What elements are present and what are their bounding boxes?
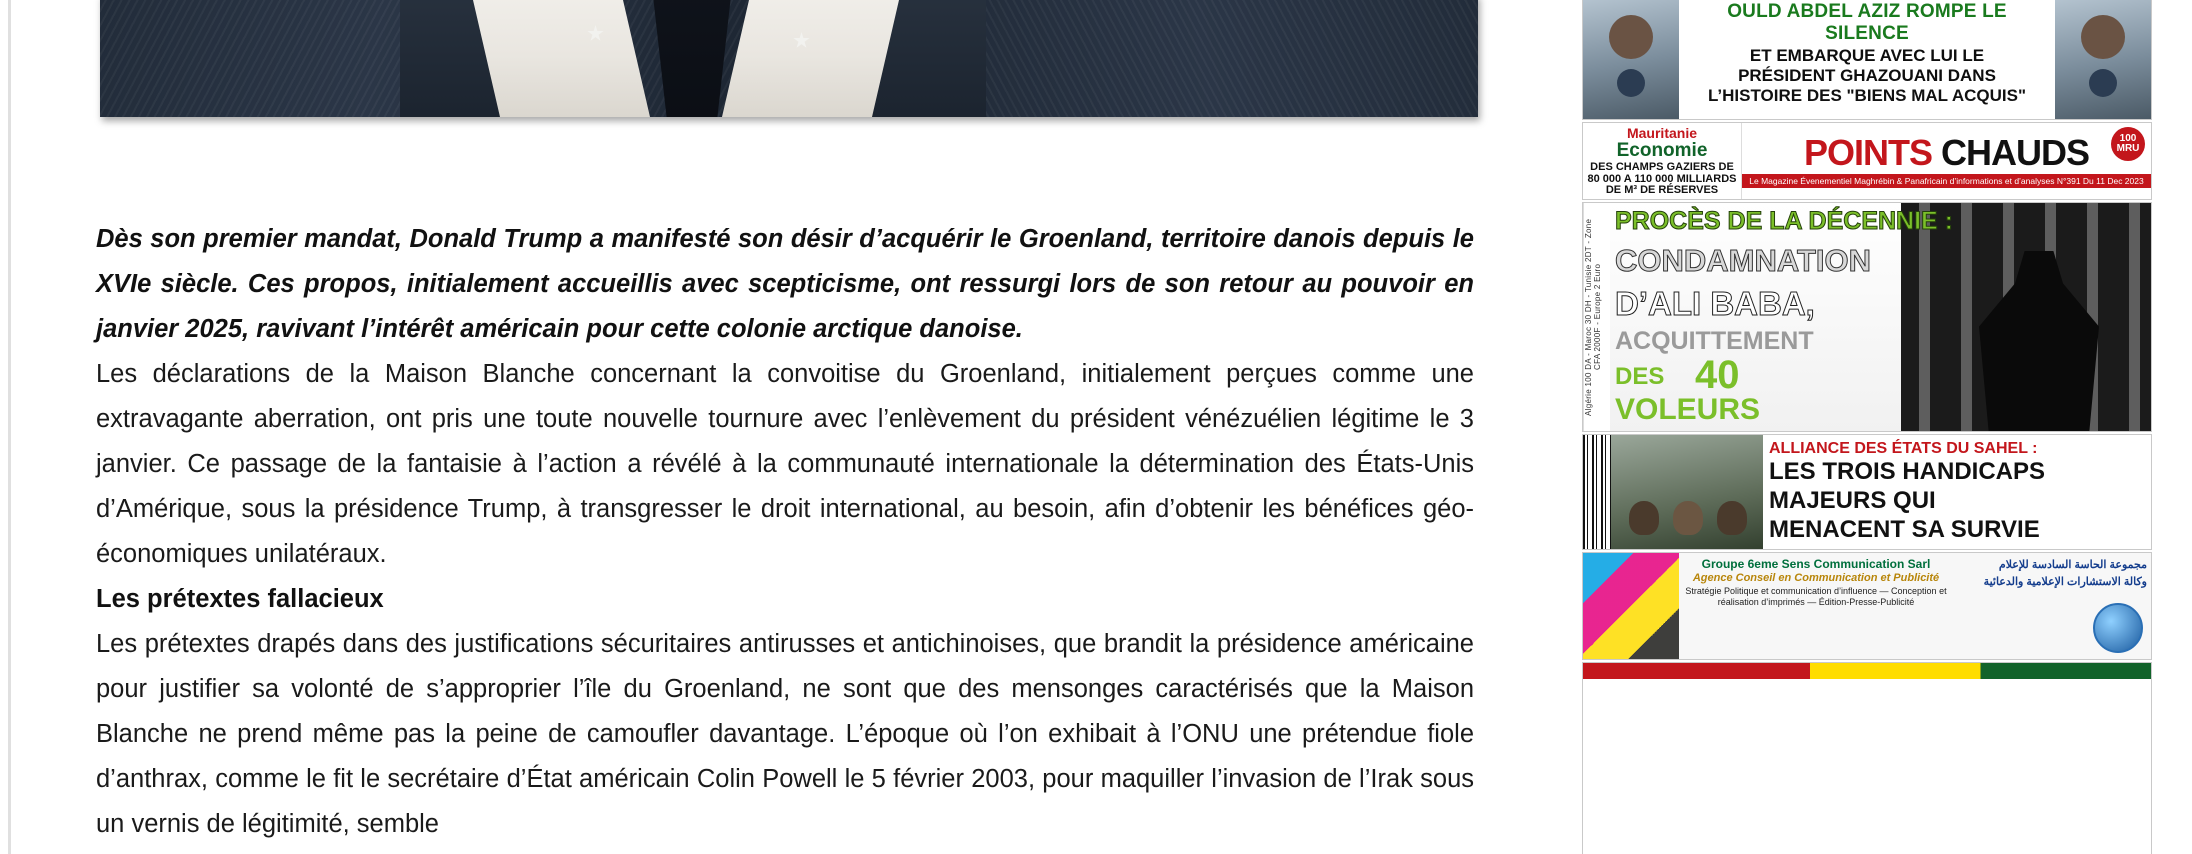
ad2-strapline: Le Magazine Évenementiel Maghrébin & Panafricain d’informations et d’analyses N°391 Du 11 Dec 2023: [1742, 174, 2151, 188]
ad-proces-de-la-decennie[interactable]: [1582, 202, 2152, 432]
ad1-line4: L’HISTOIRE DES "BIENS MAL ACQUIS": [1707, 85, 2027, 105]
ad-partial-bottom[interactable]: [1582, 662, 2152, 854]
ad3-ali-baba: D’ALI BABA,: [1615, 285, 1815, 322]
ad3-price-spine: Algérie 100 DA - Maroc 30 DH - Tunisie 2DT - Zone CFA 2000F - Europe 2 Euro: [1583, 203, 1610, 431]
ad2-economie: Economie: [1616, 140, 1708, 162]
article-lede: Dès son premier mandat, Donald Trump a manifesté son désir d’acquérir le Groenland, territoire danois depuis le XVIe siècle. Ces propos, initialement accueillis avec scepticisme, ont ressurgi lors de son retour au pouvoir en janvier 2025, ravivant l’intérêt américain pour cette colonie arctique danoise.: [96, 225, 1474, 343]
ad3-kicker: PROCÈS DE LA DÉCENNIE :: [1615, 207, 1954, 235]
ad3-count: 40: [1695, 353, 1740, 397]
ad4-line2: MAJEURS QUI: [1769, 486, 1936, 514]
left-margin-rule: [8, 0, 11, 854]
ad2-masthead-chauds: CHAUDS: [1941, 131, 2090, 173]
ad2-masthead-block: [1742, 123, 2151, 199]
ad-points-chauds[interactable]: [1582, 122, 2152, 200]
ad2-price-badge: [2111, 127, 2145, 161]
globe-icon: [2093, 603, 2143, 653]
ad3-voleurs: VOLEURS: [1615, 393, 1761, 426]
sidebar-ads: [1574, 0, 2192, 854]
ad4-line3: MENACENT SA SURVIE: [1769, 515, 2040, 543]
ad3-condamnation: CONDAMNATION: [1615, 243, 1872, 278]
ad2-masthead-points: POINTS: [1803, 131, 1932, 173]
ad2-economie-block: [1583, 123, 1742, 199]
jail-bar: [1919, 203, 1930, 431]
ad-ould-abdel-aziz[interactable]: [1582, 0, 2152, 120]
ad3-des: DES: [1615, 363, 1665, 390]
portrait-right: [2055, 0, 2151, 119]
barcode-icon: [1583, 435, 1611, 549]
ad5-services: Stratégie Politique et communication d’influence — Conception et réalisation d’imprimés — Édition-Presse-Publicité: [1685, 585, 1947, 607]
sahel-leaders-photo: [1611, 435, 1763, 549]
article-body: [96, 217, 1474, 847]
ad2-price-value: 100: [2119, 133, 2137, 144]
ad4-kicker: ALLIANCE DES ÉTATS DU SAHEL :: [1769, 440, 2038, 457]
article-paragraph-1: Les déclarations de la Maison Blanche concernant la convoitise du Groenland, initialement perçues comme une extravagante aberration, ont pris une toute nouvelle tournure avec l’enlèvement du président vénézuélien légitime le 3 janvier. Ce passage de la fantaisie à l’action a révélé à la communauté internationale la détermination des États-Unis d’Amérique, sous la présidence Trump, à transgresser le droit international, au besoin, afin d’obtenir les bénéfices géo-économiques unilatéraux.: [96, 360, 1474, 568]
article-hero-photo: [100, 0, 1478, 117]
ad3-acquittement: ACQUITTEMENT: [1615, 327, 1814, 355]
ad-groupe-6eme-sens[interactable]: [1582, 552, 2152, 660]
ad4-line1: LES TROIS HANDICAPS: [1769, 458, 2046, 486]
ad1-line3: PRÉSIDENT GHAZOUANI DANS: [1738, 65, 1996, 85]
ad5-arabic-line2: وكالة الاستشارات الإعلامية والدعائية: [1983, 575, 2147, 588]
jail-bar: [2129, 203, 2140, 431]
ad1-headline: OULD ABDEL AZIZ ROMPE LE SILENCE: [1727, 1, 2007, 45]
ad2-masthead: [1742, 131, 2151, 173]
figure-head: [1717, 501, 1747, 535]
ad5-tagline: Agence Conseil en Communication et Publicité: [1692, 572, 1940, 584]
ad1-line2: ET EMBARQUE AVEC LUI LE: [1749, 45, 1985, 65]
ad2-reserves: DES CHAMPS GAZIERS DE 80 000 A 110 000 MILLIARDS DE M³ DE RÉSERVES: [1587, 160, 1737, 197]
ad5-arabic-line1: مجموعة الحاسة السادسة للإعلام: [1998, 559, 2147, 571]
figure-head: [1629, 501, 1659, 535]
ad2-price-unit: MRU: [2116, 143, 2140, 154]
ad5-company-name: Groupe 6eme Sens Communication Sarl: [1701, 557, 1931, 571]
article-paragraph-2: Les prétextes drapés dans des justifications sécuritaires antirusses et antichinoises, que brandit la présidence américaine pour justifier sa volonté de s’approprier l’île du Groenland, ne sont que des mensonges caractérisés que la Maison Blanche ne prend même pas la peine de camoufler davantage. L’époque où l’on exhibait à l’ONU une prétendue fiole d’anthrax, comme le fit le secrétaire d’État américain Colin Powell le 5 février 2003, pour maquiller l’invasion de l’Irak sous un vernis de légitimité, semble: [96, 630, 1474, 838]
article-subheading: Les prétextes fallacieux: [96, 585, 384, 613]
figure-head: [1673, 501, 1703, 535]
color-stripe: [1583, 663, 2151, 679]
color-swatches-icon: [1583, 553, 1679, 659]
portrait-left: [1583, 0, 1679, 119]
ad-alliance-etats-sahel[interactable]: [1582, 434, 2152, 550]
jail-bar: [1961, 203, 1972, 431]
ad2-mauritanie: Mauritanie: [1626, 125, 1697, 141]
